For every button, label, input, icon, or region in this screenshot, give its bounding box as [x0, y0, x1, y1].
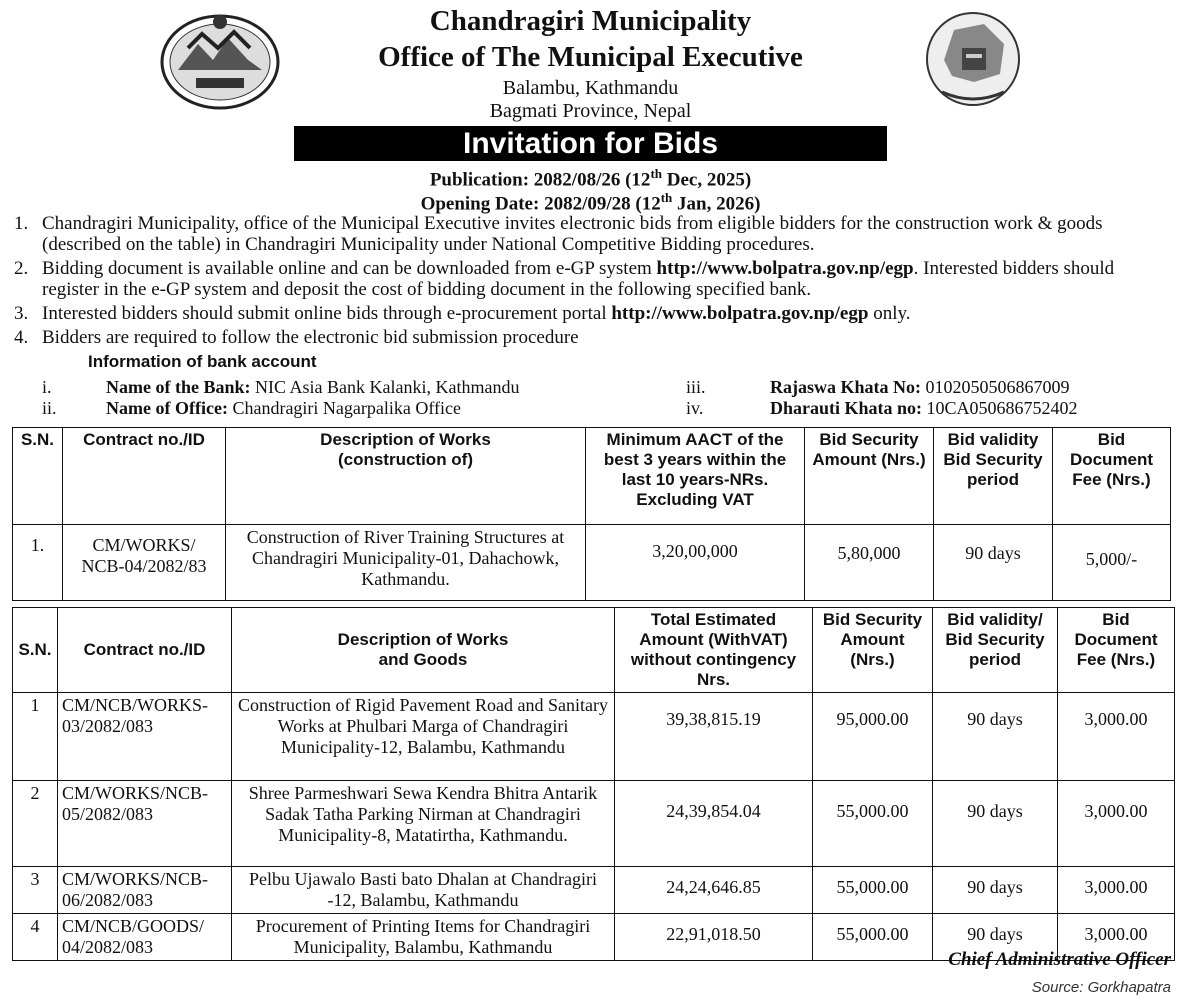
header-description: Description of Works (construction of)	[226, 428, 586, 525]
works-goods-table	[12, 607, 1175, 961]
header-bid-security: Bid Security Amount (Nrs.)	[805, 428, 934, 525]
table-row: 1 CM/NCB/WORKS- 03/2082/083 Construction of Rigid Pavement Road and Sanitary Works at Phulbari Marga of Chandragiri Municipality-12, Balambu, Kathmandu 39,38,815.19 95,000.00 90 days 3,000.00	[13, 693, 1175, 781]
signatory: Chief Administrative Officer	[948, 949, 1171, 970]
clause-1: 1. Chandragiri Municipality, office of the Municipal Executive invites electronic bids from eligible bidders for the construction work & goods (described on the table) in Chandragiri Municipality under National Competitive Bidding procedures.	[14, 213, 1103, 255]
municipality-name: Chandragiri Municipality	[429, 5, 752, 37]
source-credit: Source: Gorkhapatra	[1031, 979, 1171, 996]
address-line-2: Bagmati Province, Nepal	[489, 100, 692, 122]
egp-portal-link[interactable]: http://www.bolpatra.gov.np/egp	[611, 303, 869, 324]
table-row: 2 CM/WORKS/NCB- 05/2082/083 Shree Parmeshwari Sewa Kendra Bhitra Antarik Sadak Tatha Parking Nirman at Chandragiri Municipality-8, Matatirtha, Kathmandu. 24,39,854.04 55,000.00 90 days 3,000.00	[13, 781, 1175, 867]
notice-banner: Invitation for Bids	[294, 126, 887, 161]
bank-name-row: i. Name of the Bank: NIC Asia Bank Kalanki, Kathmandu	[42, 377, 520, 397]
bank-info-title: Information of bank account	[88, 352, 317, 371]
opening-date: Opening Date: 2082/09/28 (12th Jan, 2026)	[420, 190, 761, 215]
table-header-row	[13, 428, 1171, 525]
rajaswa-khata-row: iii. Rajaswa Khata No: 0102050506867009	[686, 377, 1070, 397]
header-contract: Contract no./ID	[63, 428, 226, 525]
header-sn: S.N.	[13, 428, 63, 525]
bid-clauses	[14, 213, 1170, 351]
clause-2: 2. Bidding document is available online and can be downloaded from e-GP system http://www.bolpatra.gov.np/egp. Interested bidders should register in the e-GP system and deposit the cost of bidding document in the following specified bank.	[14, 258, 1115, 300]
dharauti-khata-row: iv. Dharauti Khata no: 10CA050686752402	[686, 398, 1078, 418]
publication-date: Publication: 2082/08/26 (12th Dec, 2025)	[429, 166, 752, 191]
office-name: Office of The Municipal Executive	[378, 41, 803, 73]
office-name-row: ii. Name of Office: Chandragiri Nagarpalika Office	[42, 398, 462, 418]
egp-link[interactable]: http://www.bolpatra.gov.np/egp	[656, 258, 914, 279]
table-row: 3 CM/WORKS/NCB- 06/2082/083 Pelbu Ujawalo Basti bato Dhalan at Chandragiri -12, Balambu, Kathmandu 24,24,646.85 55,000.00 90 days 3,000.00	[13, 867, 1175, 914]
address-line-1: Balambu, Kathmandu	[502, 77, 679, 99]
clause-4: 4. Bidders are required to follow the electronic bid submission procedure	[14, 327, 579, 348]
table-row: 1. CM/WORKS/ NCB-04/2082/83 Construction of River Training Structures at Chandragiri Municipality-01, Dahachowk, Kathmandu. 3,20,00,000 5,80,000 90 days 5,000/-	[13, 525, 1171, 601]
header-aact: Minimum AACT of the best 3 years within the last 10 years-NRs. Excluding VAT	[586, 428, 805, 525]
header-validity: Bid validity Bid Security period	[934, 428, 1053, 525]
works-table	[12, 427, 1171, 601]
table-header-row: S.N. Contract no./ID Description of Works and Goods Total Estimated Amount (WithVAT) without contingency Nrs. Bid Security Amount (Nrs.) Bid validity/ Bid Security period Bid Document Fee (Nrs.)	[13, 608, 1175, 693]
table-row: 4 CM/NCB/GOODS/ 04/2082/083 Procurement of Printing Items for Chandragiri Municipality, Balambu, Kathmandu 22,91,018.50 55,000.00 90 days 3,000.00	[13, 914, 1175, 961]
header-fee: Bid Document Fee (Nrs.)	[1053, 428, 1171, 525]
clause-3: 3. Interested bidders should submit online bids through e-procurement portal http://www.bolpatra.gov.np/egp only.	[14, 303, 911, 324]
